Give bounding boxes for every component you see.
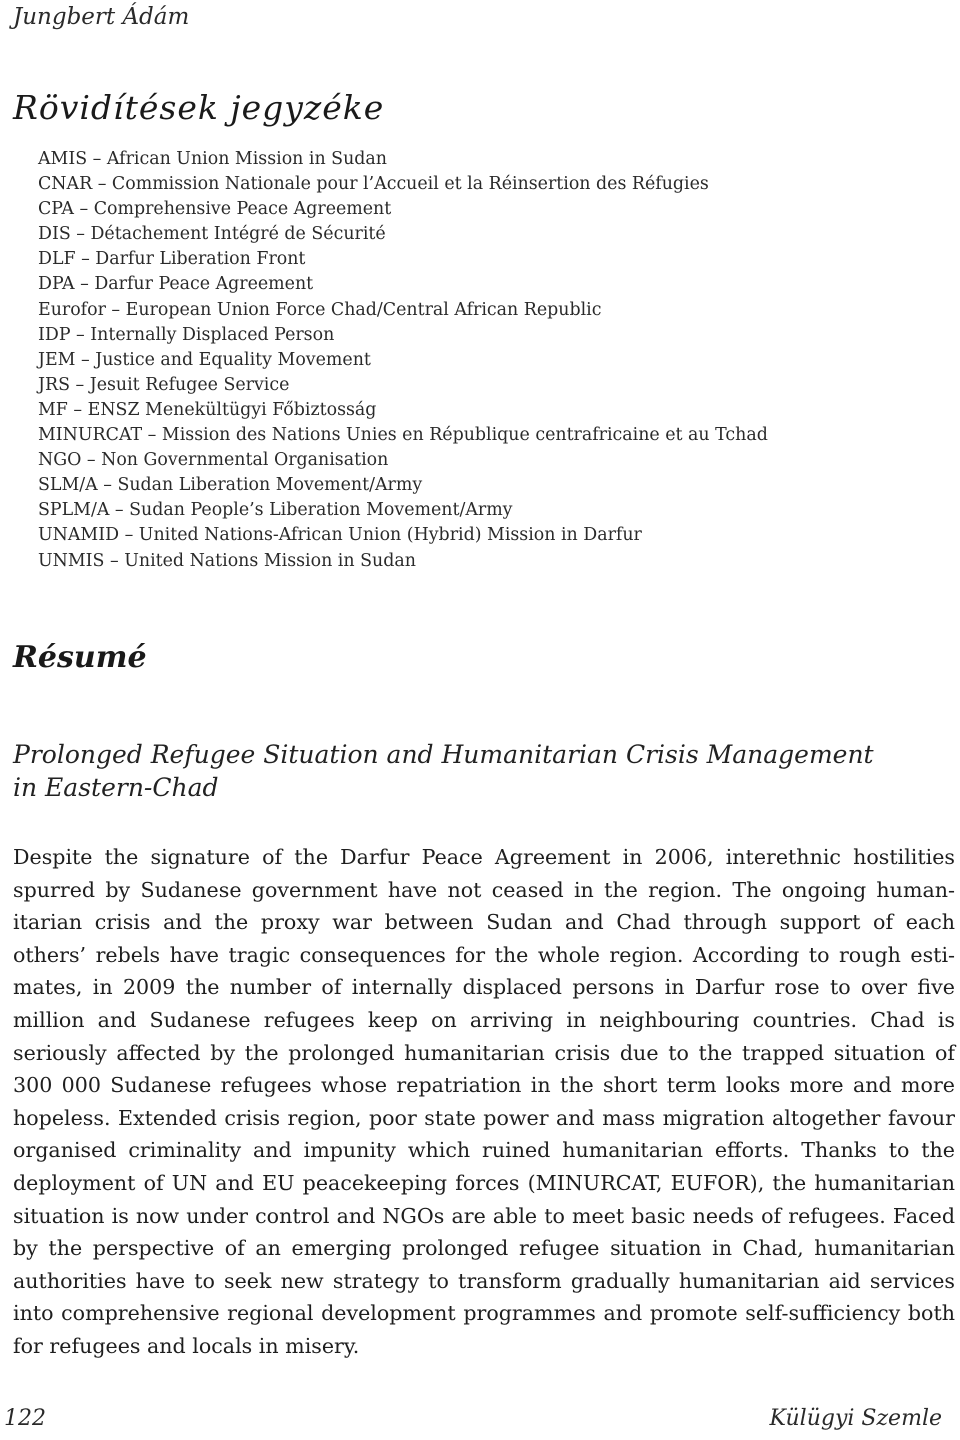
journal-name: Külügyi Szemle [769,1406,942,1431]
abbreviation-item: UNMIS – United Nations Mission in Sudan [38,550,416,571]
article-title-line-2: in Eastern-Chad [13,773,219,802]
abbreviation-item: SLM/A – Sudan Liberation Movement/Army [38,475,423,496]
abbreviation-item: NGO – Non Governmental Organisation [38,450,389,471]
abbreviation-item: SPLM/A – Sudan People’s Liberation Movement/Army [38,500,513,521]
running-head-author: Jungbert Ádám [13,4,190,30]
abbreviation-item: Eurofor – European Union Force Chad/Central African Republic [38,299,602,320]
article-title-line-1: Prolonged Refugee Situation and Humanitarian Crisis Management [13,740,874,769]
abbreviation-item: DIS – Détachement Intégré de Sécurité [38,224,386,245]
abbreviation-item: CNAR – Commission Nationale pour l’Accueil et la Réinsertion des Réfugies [38,174,709,195]
article-title [13,738,913,804]
abbreviation-item: DLF – Darfur Liberation Front [38,249,306,270]
abbreviation-item: CPA – Comprehensive Peace Agreement [38,199,392,220]
abbreviation-item: MINURCAT – Mission des Nations Unies en République centrafricaine et au Tchad [38,425,768,446]
abbreviation-item: DPA – Darfur Peace Agreement [38,274,314,295]
abbreviation-item: JEM – Justice and Equality Movement [38,349,371,370]
abstract-paragraph: Despite the signature of the Darfur Peace Agreement in 2006, interethnic hostilities spurred by Sudanese government have not ceased in the region. The ongoing humanitarian crisis and the proxy war between Sudan and Chad through support of each others’ rebels have tragic consequences for the whole region. According to rough estimates, in 2009 the number of internally displaced persons in Darfur rose to over five million and Sudanese refugees keep on arriving in neighbouring countries. Chad is seriously affected by the prolonged humanitarian crisis due to the trapped situation of 300 000 Sudanese refugees whose repatriation in the short term looks more and more hopeless. Extended crisis region, poor state power and mass migration altogether favour organised criminality and impunity which ruined humanitarian efforts. Thanks to the deployment of UN and EU peacekeeping forces (MINURCAT, EUFOR), the humanitarian situation is now under control and NGOs are able to meet basic needs of refugees. Faced by the perspective of an emerging prolonged refugee situation in Chad, humanitarian authorities have to seek new strategy to transform gradually humanitarian aid services into comprehensive regional development programmes and promote self-sufficiency both for refugees and locals in misery. [13,845,955,1358]
abbreviation-item: MF – ENSZ Menekültügyi Főbiztosság [38,399,377,420]
abbreviations-list [38,147,768,574]
abbreviation-item: UNAMID – United Nations-African Union (Hybrid) Mission in Darfur [38,525,642,546]
abbreviation-item: AMIS – African Union Mission in Sudan [38,149,388,169]
abbreviations-heading: Rövidítések jegyzéke [13,88,385,127]
abbreviation-item: IDP – Internally Displaced Person [38,324,335,345]
abbreviation-item: JRS – Jesuit Refugee Service [38,374,290,395]
page-number: 122 [4,1406,46,1431]
resume-heading: Résumé [13,640,147,675]
